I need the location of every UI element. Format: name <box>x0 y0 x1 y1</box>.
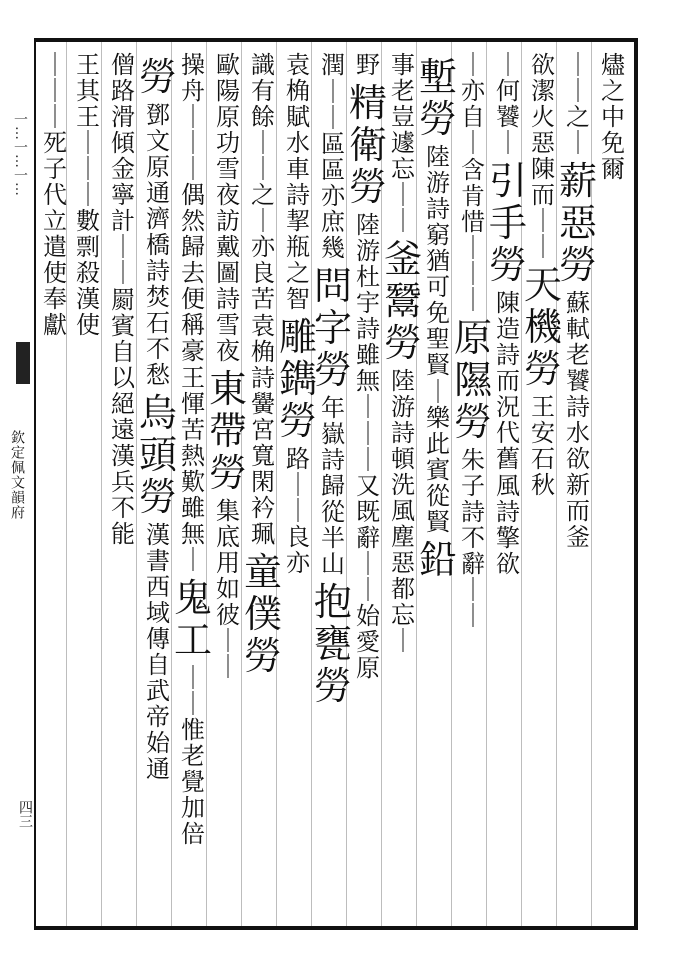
column-text: 風 詩 擎 欲 <box>496 472 520 578</box>
entry-headword: 東 帶 勞 <box>209 367 248 495</box>
text-column <box>454 52 492 630</box>
entry-headword: 釜 鬵 勞 <box>384 237 423 365</box>
column-text: 鄧 文 原 通 濟 橋 詩 焚 石 不 愁 <box>146 101 170 389</box>
entry-headword: 原 隰 勞 <box>454 316 493 444</box>
column-text: 含 肯 惜 ｜ ｜ ｜ <box>461 156 485 314</box>
column-text: 陸 游 詩 窮 猶 可 免 聖 賢 <box>426 143 450 379</box>
entry-headword: 鉛 <box>419 538 458 582</box>
entry-headword: 精 衛 勞 <box>349 81 388 209</box>
text-column <box>209 52 247 681</box>
text-column <box>139 52 177 783</box>
entry-headword: 烏 頭 勞 <box>139 391 178 519</box>
column-text: ｜ ｜ 之 ｜ <box>566 51 590 157</box>
entry-headword: 鬼 工 <box>174 576 213 662</box>
entry-headword: 抱 甕 勞 <box>314 580 353 708</box>
column-text: 朱 子 詩 不 辭 ｜ ｜ <box>461 446 485 630</box>
text-column <box>489 52 527 578</box>
text-column <box>314 52 352 711</box>
entry-headword: 塹 勞 <box>419 55 458 141</box>
column-text: 潤 <box>321 51 345 79</box>
text-column <box>559 52 597 551</box>
bottom-border-rule <box>34 926 638 930</box>
page-number: 四三 <box>17 800 33 828</box>
column-text: 袁 桷 賦 水 車 詩 挈 瓶 之 智 <box>286 51 310 313</box>
column-text: 集 底 用 如 彼 ｜ ｜ <box>216 497 240 681</box>
right-border-rule <box>634 38 638 930</box>
text-column <box>174 52 212 848</box>
column-text: 王 其 王 ｜ ｜ ｜ 數 剽 殺 漢 使 <box>76 51 100 339</box>
column-text: 僧 路 滑 傾 金 寧 計 ｜ ｜ <box>111 51 135 287</box>
margin-marks: 一…一…一… <box>12 112 28 196</box>
entry-headword: 天 機 勞 <box>524 263 563 391</box>
column-text: ｜ ｜ 惟 老 覺 加 倍 <box>181 664 205 848</box>
column-text: 燼 之 中 免 爾 <box>601 51 625 183</box>
column-text: 操 舟 ｜ ｜ ｜ 偶 然 歸 去 便 稱 豪 <box>181 51 205 365</box>
column-text: 王 惲 苦 熱 歎 雖 無 ｜ <box>181 364 205 574</box>
text-column <box>419 52 457 585</box>
column-text: 王 安 石 秋 <box>531 393 555 499</box>
text-column <box>279 52 317 577</box>
text-column <box>104 52 142 548</box>
column-text: 路 ｜ ｜ 良 亦 <box>286 445 310 577</box>
column-text: 歐 陽 原 功 雪 夜 訪 戴 圖 詩 雪 夜 <box>216 51 240 365</box>
text-column <box>384 52 422 655</box>
column-text: 識 有 餘 ｜ ｜ 之 ｜ 亦 良 苦 <box>251 51 275 313</box>
column-text: 事 老 豈 遽 忘 ｜ ｜ <box>391 51 415 235</box>
fishtail-mark <box>16 342 30 384</box>
column-text: 陸 游 杜 宇 詩 雖 無 ｜ <box>356 211 380 421</box>
text-column <box>524 52 562 499</box>
entry-headword: 童 僕 勞 <box>244 550 283 678</box>
column-text: ｜ ｜ 又 既 辭 ｜ ｜ 始 愛 原 <box>356 420 380 682</box>
entry-headword: 勞 <box>139 55 178 99</box>
text-column <box>244 52 282 681</box>
entry-headword: 引 手 勞 <box>489 159 528 287</box>
column-text: 欲 潔 火 惡 陳 而 ｜ ｜ <box>531 51 555 261</box>
column-text: 年 嶽 詩 歸 從 半 山 <box>321 394 345 578</box>
column-text: ｜ 亦 自 ｜ <box>461 51 485 157</box>
column-text: 漢 書 西 域 傳 自 武 帝 始 通 <box>146 521 170 783</box>
text-column <box>349 52 387 682</box>
column-text: ｜ 何 饕 ｜ <box>496 51 520 157</box>
entry-headword: 問 字 勞 <box>314 264 353 392</box>
text-column <box>594 52 632 183</box>
book-title: 欽定佩文韻府 <box>9 430 25 520</box>
entry-headword: 雕 鐫 勞 <box>279 315 318 443</box>
text-column <box>36 52 74 339</box>
column-text: 野 <box>356 51 380 79</box>
entry-headword: 薪 惡 勞 <box>559 159 598 287</box>
column-text: 蘇 軾 老 饕 詩 水 欲 新 而 釜 <box>566 289 590 551</box>
column-text: 陸 游 詩 頓 洗 風 塵 惡 都 忘 ｜ <box>391 367 415 655</box>
column-text: 袁 桷 詩 黌 宮 寬 閑 衿 珮 <box>251 312 275 548</box>
column-text: ｜ ｜ ｜ 死 子 代 立 遣 使 奉 獻 <box>43 51 67 339</box>
left-margin <box>2 52 32 912</box>
column-text: ｜ 樂 此 賓 從 賢 <box>426 378 450 536</box>
column-text: 陳 造 詩 而 況 代 舊 <box>496 289 520 473</box>
column-text: ｜ ｜ 區 區 亦 庶 幾 <box>321 78 345 262</box>
column-text: 罽 賓 自 以 絕 遠 漢 兵 不 能 <box>111 286 135 548</box>
top-border-rule <box>34 38 638 42</box>
text-column <box>69 52 107 339</box>
